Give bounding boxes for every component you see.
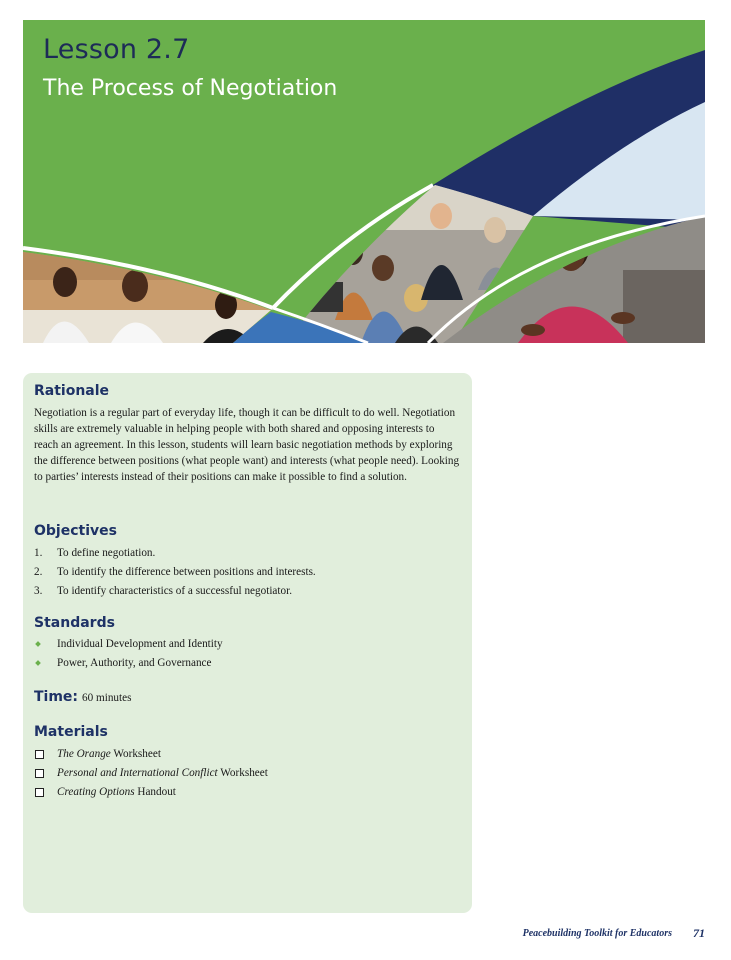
material-item <box>34 745 268 764</box>
rationale-text: Negotiation is a regular part of everyday life, though it can be difficult to do well. Negotiation skills are extremely valuable in helping people with both shared and opposing interests to reach an agreement. In this lesson, students will learn basic negotiation methods by exploring the difference between positions (what people want) and interests (what people need). Looking to parties’ interests instead of their positions can make it possible to find a solution. <box>34 407 460 484</box>
material-type: Worksheet <box>217 766 268 779</box>
lesson-banner <box>23 20 705 343</box>
standard-item <box>34 654 223 673</box>
objective-text: To identify characteristics of a successful negotiator. <box>57 584 293 597</box>
standard-text: Power, Authority, and Governance <box>57 656 212 669</box>
time-row <box>34 688 131 706</box>
objectives-heading: Objectives <box>34 523 117 539</box>
material-title: The Orange <box>57 748 111 760</box>
page-number: 71 <box>693 926 705 940</box>
material-item <box>34 783 268 802</box>
objective-text: To define negotiation. <box>57 547 156 559</box>
objective-text: To identify the difference between positions and interests. <box>57 565 316 578</box>
banner-graphic <box>23 20 705 343</box>
footer-book-title: Peacebuilding Toolkit for Educators <box>522 928 672 939</box>
objectives-list <box>34 544 316 600</box>
materials-heading: Materials <box>34 724 108 740</box>
objective-number: 3. <box>34 584 43 597</box>
checkbox-icon <box>35 769 44 778</box>
objective-item <box>34 582 316 601</box>
objective-number: 2. <box>34 565 43 578</box>
material-title: Personal and International Conflict <box>57 766 218 779</box>
standard-item <box>34 635 223 654</box>
checkbox-icon <box>35 788 44 797</box>
lesson-title: The Process of Negotiation <box>43 76 338 101</box>
material-title: Creating Options <box>57 785 135 798</box>
time-value: 60 minutes <box>82 692 132 704</box>
standards-list <box>34 635 223 673</box>
standards-heading: Standards <box>34 615 115 631</box>
material-item <box>34 764 268 783</box>
rationale-heading: Rationale <box>34 383 110 399</box>
material-type: Worksheet <box>110 748 161 760</box>
objective-item <box>34 563 316 582</box>
diamond-bullet-icon <box>35 660 41 666</box>
lesson-number: Lesson 2.7 <box>43 34 190 65</box>
standard-text: Individual Development and Identity <box>57 638 223 650</box>
diamond-bullet-icon <box>35 641 41 647</box>
material-type: Handout <box>134 785 176 798</box>
checkbox-icon <box>35 750 44 759</box>
lesson-overview-panel <box>23 373 472 913</box>
objective-number: 1. <box>34 547 43 559</box>
materials-list <box>34 745 268 801</box>
objective-item <box>34 544 316 563</box>
time-label: Time: <box>34 689 79 705</box>
